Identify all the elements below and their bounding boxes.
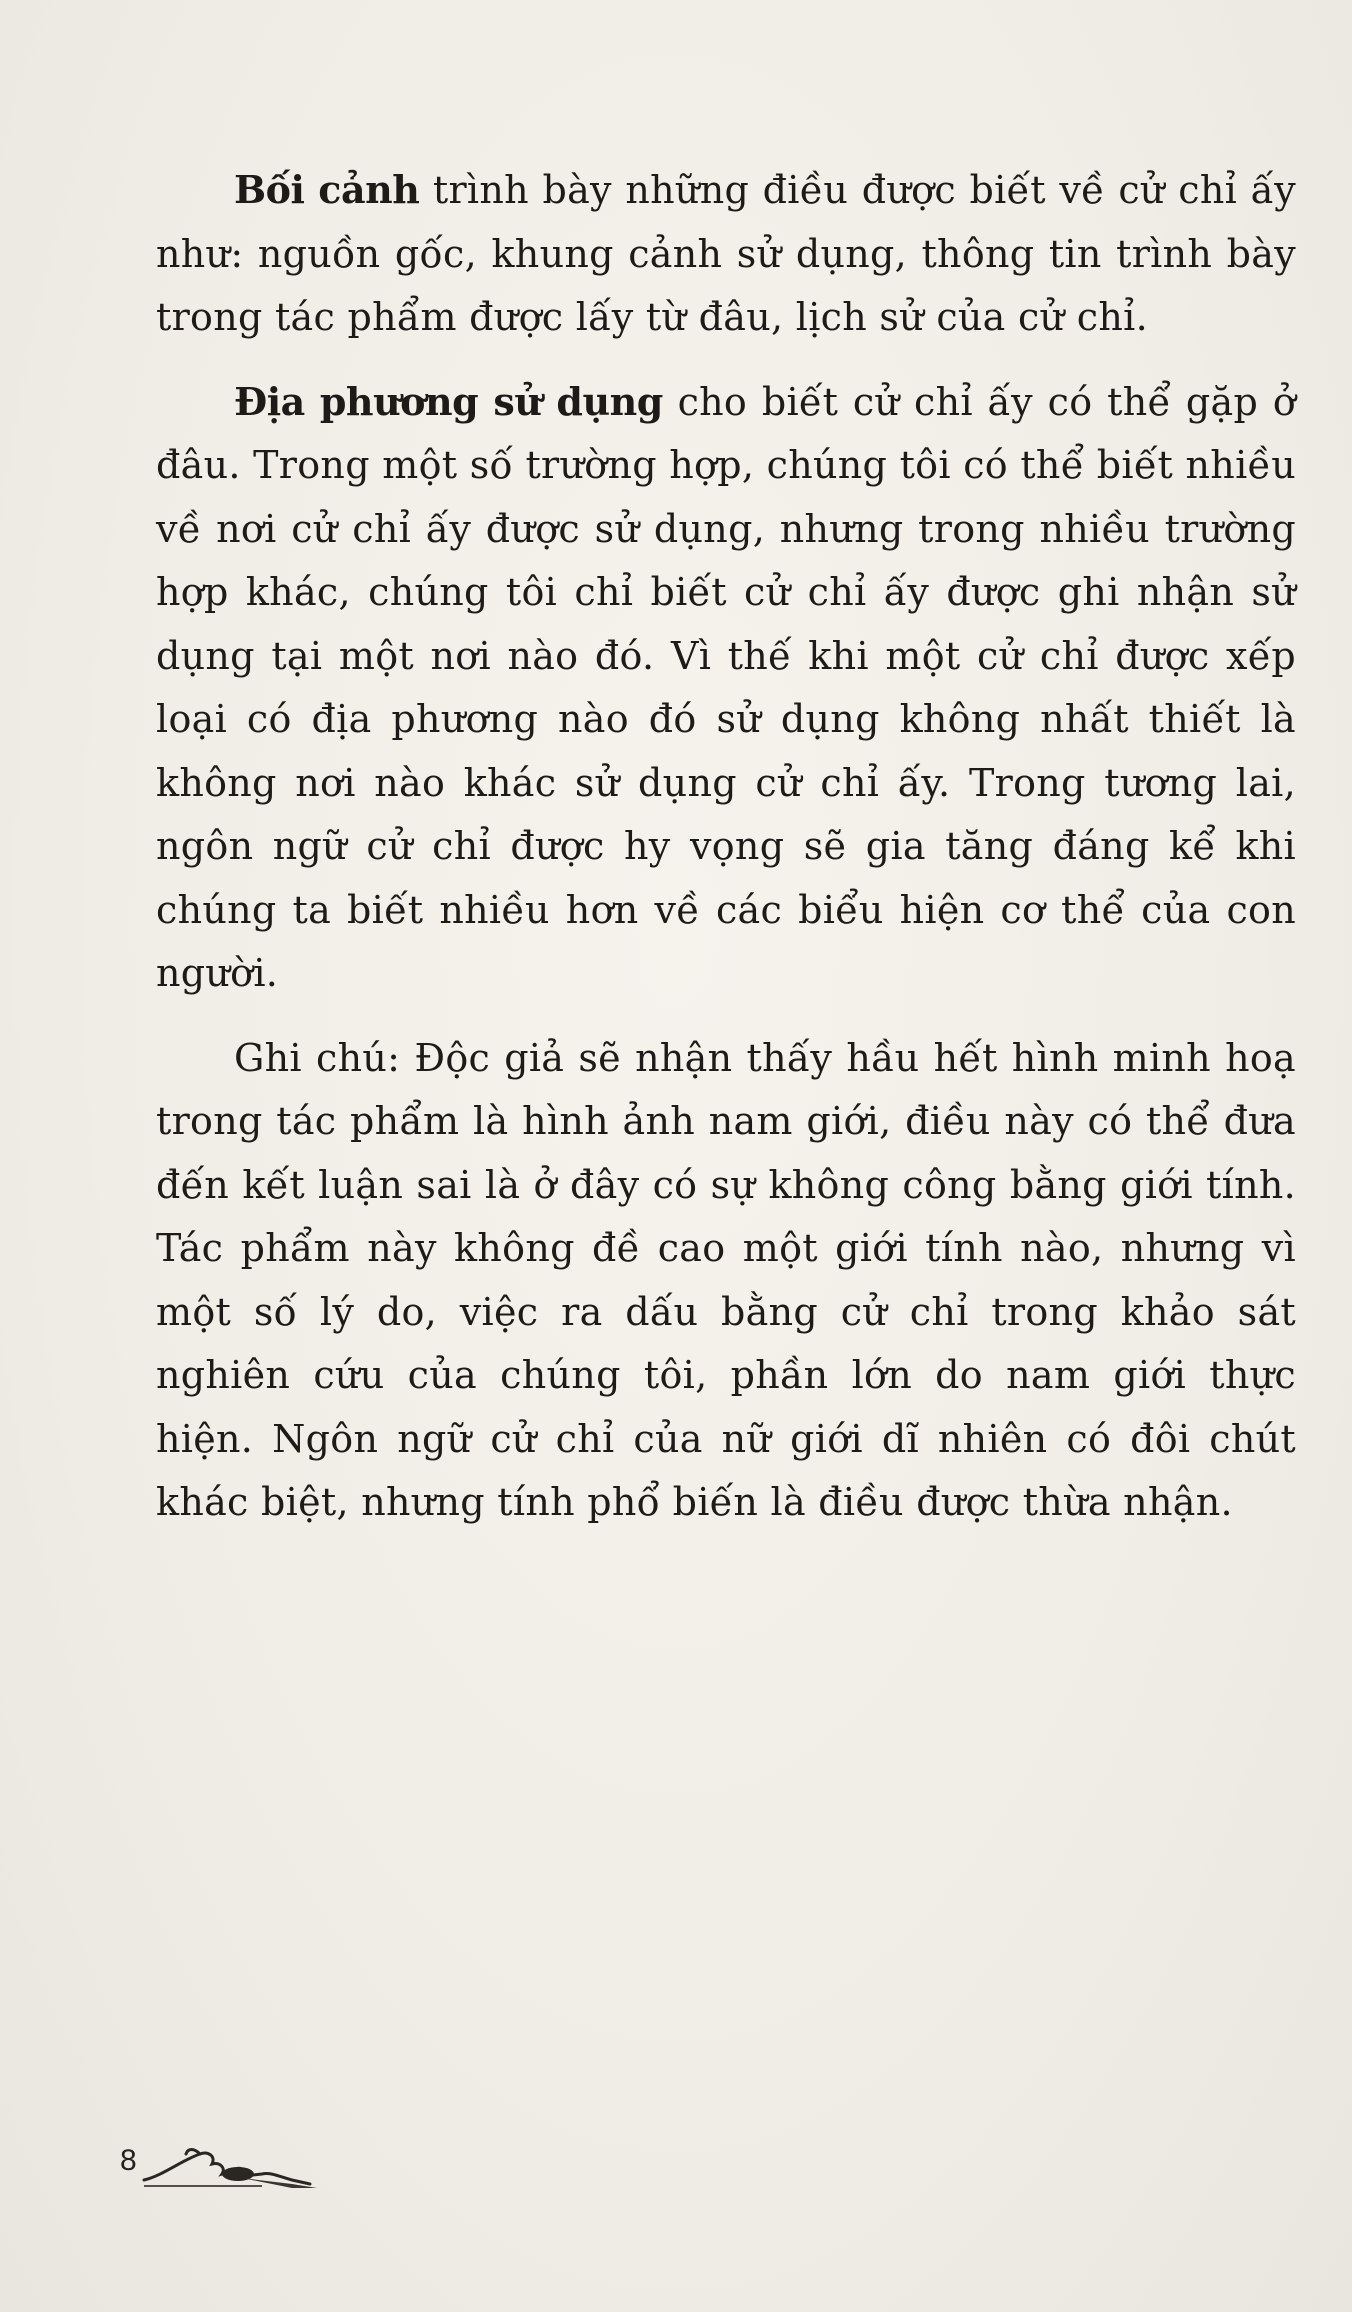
paragraph-text: cho biết cử chỉ ấy có thể gặp ở đâu. Trong một số trường hợp, chúng tôi có thể biết nhiều về nơi cử chỉ ấy được sử dụng, nhưng trong nhiều trường hợp khác, chúng tôi chỉ biết cử chỉ ấy được ghi nhận sử dụng tại một nơi nào đó. Vì thế khi một cử chỉ được xếp loại có địa phương nào đó sử dụng không nhất thiết là không nơi nào khác sử dụng cử chỉ ấy. Trong tương lai, ngôn ngữ cử chỉ được hy vọng sẽ gia tăng đáng kể khi chúng ta biết nhiều hơn về các biểu hiện cơ thể của con người. xyxy=(156,379,1296,995)
term-context: Bối cảnh xyxy=(234,167,420,212)
paragraph-region xyxy=(156,370,1296,1006)
page-footer xyxy=(120,2140,320,2200)
paragraph-note xyxy=(156,1026,1296,1535)
paragraph-text: trình bày những điều được biết về cử chỉ ấy như: nguồn gốc, khung cảnh sử dụng, thông tin trình bày trong tác phẩm được lấy từ đâu, lịch sử của cử chỉ. xyxy=(156,168,1296,339)
paragraph-context xyxy=(156,158,1296,350)
paragraph-text: Ghi chú: Độc giả sẽ nhận thấy hầu hết hình minh hoạ trong tác phẩm là hình ảnh nam giới, điều này có thể đưa đến kết luận sai là ở đây có sự không công bằng giới tính. Tác phẩm này không đề cao một giới tính nào, nhưng vì một số lý do, việc ra dấu bằng cử chỉ trong khảo sát nghiên cứu của chúng tôi, phần lớn do nam giới thực hiện. Ngôn ngữ cử chỉ của nữ giới dĩ nhiên có đôi chút khác biệt, nhưng tính phổ biến là điều được thừa nhận. xyxy=(156,1035,1296,1524)
body-text xyxy=(156,158,1296,1555)
reclining-figure-icon xyxy=(142,2140,322,2196)
term-region: Địa phương sử dụng xyxy=(234,378,663,424)
page-number: 8 xyxy=(120,2144,137,2177)
